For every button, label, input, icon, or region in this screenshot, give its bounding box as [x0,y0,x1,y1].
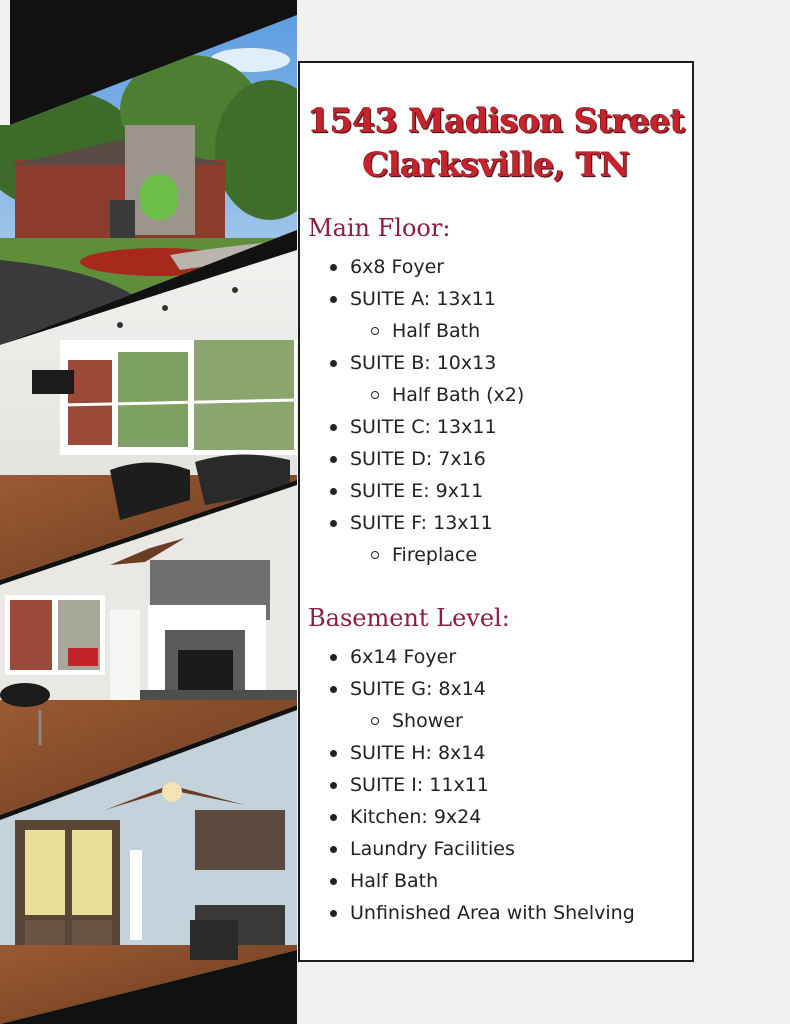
list-item: SUITE A: 13x11 [330,283,680,315]
list-item: SUITE B: 10x13 [330,347,680,379]
basement-level-heading: Basement Level: [308,604,510,632]
list-item: SUITE G: 8x14 [330,673,680,705]
list-item: 6x8 Foyer [330,251,680,283]
basement-level-list [330,641,680,929]
list-subitem: Half Bath [330,315,680,347]
list-item: SUITE D: 7x16 [330,443,680,475]
main-floor-heading: Main Floor: [308,214,451,242]
list-item: Half Bath [330,865,680,897]
list-item: Kitchen: 9x24 [330,801,680,833]
address-line-1: 1543 Madison Street [307,101,685,140]
list-subitem: Fireplace [330,539,680,571]
listing-info-card [298,61,694,962]
list-subitem: Half Bath (x2) [330,379,680,411]
list-item: SUITE F: 13x11 [330,507,680,539]
main-floor-list [330,251,680,571]
list-item: SUITE H: 8x14 [330,737,680,769]
photo-collage-graphic [0,0,297,1024]
list-subitem: Shower [330,705,680,737]
list-item: SUITE E: 9x11 [330,475,680,507]
photo-collage [0,0,297,1024]
list-item: SUITE I: 11x11 [330,769,680,801]
list-item: SUITE C: 13x11 [330,411,680,443]
list-item: 6x14 Foyer [330,641,680,673]
list-item: Laundry Facilities [330,833,680,865]
address-line-2: Clarksville, TN [362,145,630,184]
list-item: Unfinished Area with Shelving [330,897,680,929]
